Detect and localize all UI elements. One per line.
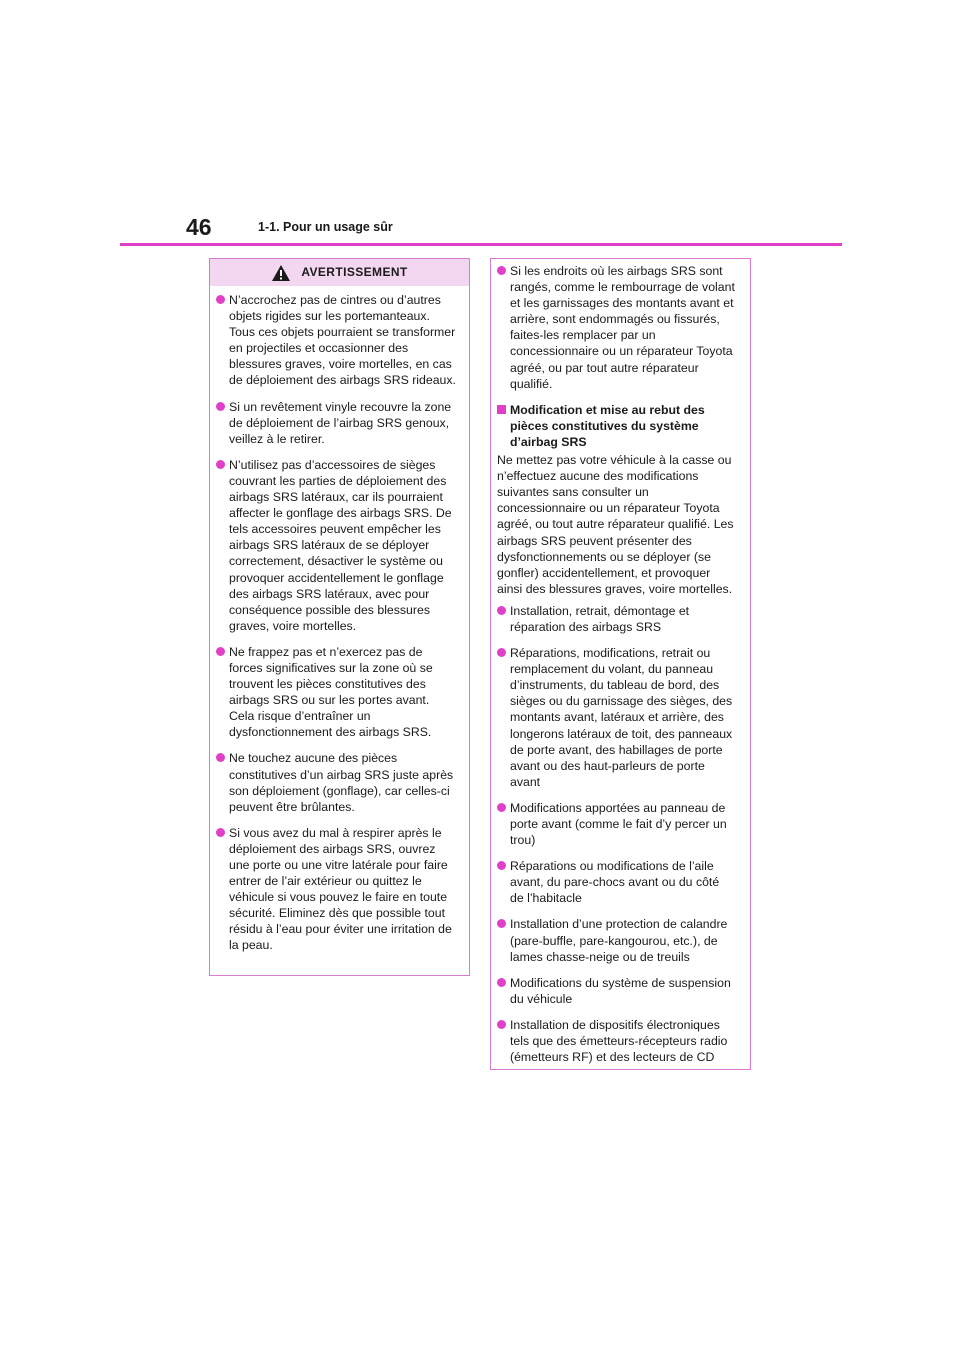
right-item: Installation d’une protection de calandre (pare-buffle, pare-kangourou, etc.), de lames chasse-neige ou de treuils — [497, 916, 736, 964]
bullet-icon — [497, 861, 506, 870]
right-item: Réparations, modifications, retrait ou remplacement du volant, du panneau d’instruments, du tableau de bord, des sièges ou du garnissage des sièges, des montants avant, latéraux et arrière, des longerons latéraux de toit, des panneaux de porte avant, des habillages de porte avant ou des haut-parleurs de porte avant — [497, 645, 736, 790]
subsection-heading: Modification et mise au rebut des pièces constitutives du système d’airbag SRS — [497, 402, 736, 450]
right-item: Si les endroits où les airbags SRS sont rangés, comme le rembourrage de volant et les garnissages des montants avant et arrière, sont endommagés ou fissurés, faites-les remplacer par un concessionnaire ou un réparateur Toyota agréé, ou par tout autre réparateur qualifié. — [497, 263, 736, 392]
warning-item: Ne touchez aucune des pièces constitutives d’un airbag SRS juste après son déploiement (gonflage), car celles-ci peuvent être brûlantes. — [216, 750, 457, 814]
warning-item: Ne frappez pas et n’exercez pas de forces significatives sur la zone où se trouvent les pièces constitutives des airbags SRS ou sur les portes avant. Cela risque d’entraîner un dysfonctionnement des airbags SRS. — [216, 644, 457, 741]
warning-item: Si vous avez du mal à respirer après le déploiement des airbags SRS, ouvrez une porte ou une vitre latérale pour faire entrer de l’air extérieur ou quittez le véhicule si vous pouvez le faire en toute sécurité. Eliminez dès que possible tout résidu à l’eau pour éviter une irritation de la peau. — [216, 825, 457, 954]
warning-body — [210, 286, 469, 954]
right-item: Installation de dispositifs électroniques tels que des émetteurs-récepteurs radio (émetteurs RF) et des lecteurs de CD — [497, 1017, 736, 1065]
square-bullet-icon — [497, 405, 506, 414]
bullet-icon — [216, 460, 225, 469]
section-title: 1-1. Pour un usage sûr — [258, 220, 393, 234]
bullet-icon — [497, 803, 506, 812]
bullet-icon — [497, 978, 506, 987]
bullet-icon — [497, 266, 506, 275]
right-item: Réparations ou modifications de l’aile avant, du pare-chocs avant ou du côté de l’habitacle — [497, 858, 736, 906]
right-item: Installation, retrait, démontage et réparation des airbags SRS — [497, 603, 736, 635]
right-item: Modifications du système de suspension du véhicule — [497, 975, 736, 1007]
warning-item: N’accrochez pas de cintres ou d’autres objets rigides sur les portemanteaux. Tous ces objets pourraient se transformer en projectiles et occasionner des blessures graves, voire mortelles, en cas de déploiement des airbags SRS rideaux. — [216, 292, 457, 389]
bullet-icon — [216, 402, 225, 411]
right-item: Modifications apportées au panneau de porte avant (comme le fait d’y percer un trou) — [497, 800, 736, 848]
bullet-icon — [216, 828, 225, 837]
bullet-icon — [216, 753, 225, 762]
page-number: 46 — [186, 214, 212, 240]
bullet-icon — [216, 647, 225, 656]
bullet-icon — [497, 606, 506, 615]
bullet-icon — [497, 919, 506, 928]
bullet-icon — [216, 295, 225, 304]
bullet-icon — [497, 1020, 506, 1029]
header-rule — [120, 243, 842, 246]
warning-triangle-icon — [271, 264, 291, 282]
warning-item: Si un revêtement vinyle recouvre la zone de déploiement de l’airbag SRS genoux, veillez à le retirer. — [216, 399, 457, 447]
warning-item: N’utilisez pas d’accessoires de sièges couvrant les parties de déploiement des airbags SRS latéraux, car ils pourraient affecter le gonflage des airbags SRS. De tels accessoires peuvent empêcher les airbags SRS latéraux de se déployer correctement, désactiver le système ou provoquer accidentellement le gonflage des airbags SRS latéraux, avec pour conséquence possible des blessures graves, voire mortelles. — [216, 457, 457, 634]
warning-header — [210, 259, 469, 286]
right-column-box — [490, 258, 751, 1070]
warning-box — [209, 258, 470, 976]
subsection-paragraph: Ne mettez pas votre véhicule à la casse ou n’effectuez aucune des modifications suivantes sans consulter un concessionnaire ou un réparateur Toyota agréé, ou tout autre réparateur qualifié. Les airbags SRS peuvent présenter des dysfonctionnements ou se déployer (se gonfler) accidentellement, et provoquer ainsi des blessures graves, voire mortelles. — [497, 453, 734, 596]
warning-title: AVERTISSEMENT — [301, 265, 408, 280]
bullet-icon — [497, 648, 506, 657]
